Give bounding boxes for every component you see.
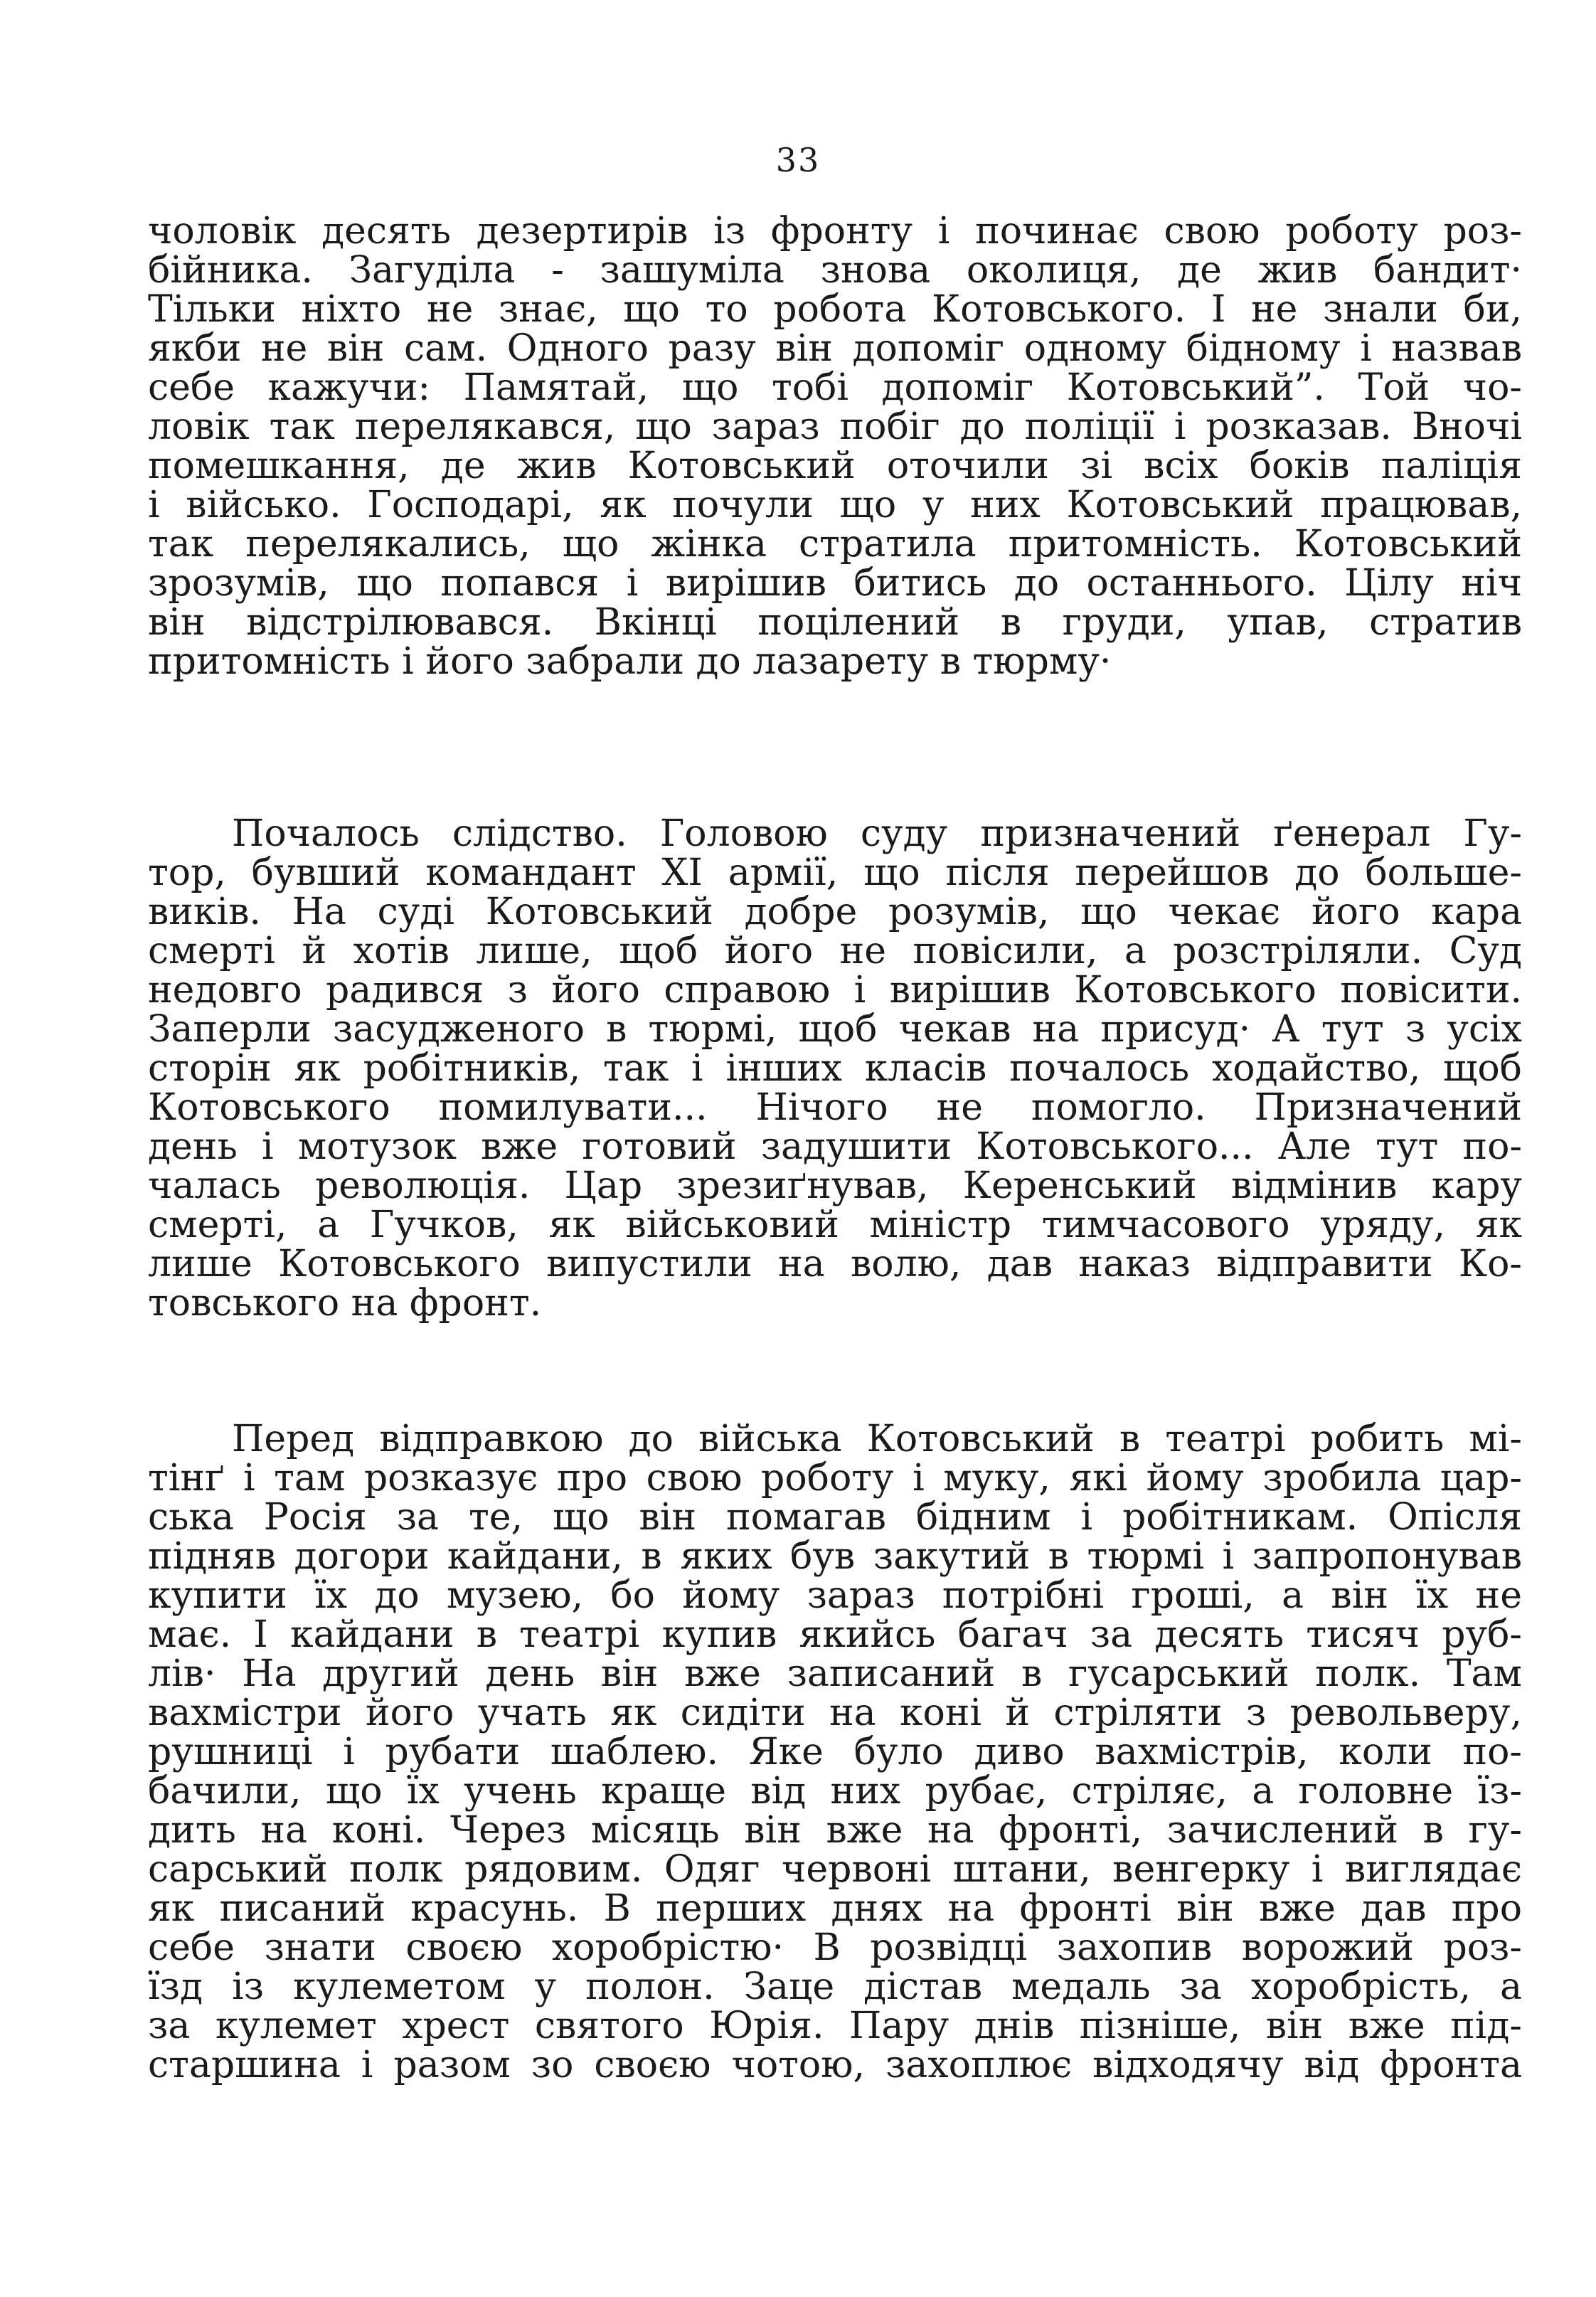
text-line: виків. На суді Котовський добре розумів, що чекає його кара bbox=[148, 891, 1522, 933]
text-line: і військо. Господарі, як почули що у них Котовський працював, bbox=[148, 484, 1522, 526]
text-line: якби не він сам. Одного разу він допоміг одному бідному і назвав bbox=[148, 327, 1522, 370]
text-line: лів· На другий день він вже записаний в гусарський полк. Там bbox=[148, 1653, 1522, 1695]
text-line: так перелякались, що жінка стратила притомність. Котовський bbox=[148, 523, 1522, 566]
text-line: смерті, а Гучков, як військовий міністр тимчасового уряду, як bbox=[148, 1204, 1522, 1246]
text-line: Перед відправкою до війська Котовський в театрі робить мі- bbox=[232, 1418, 1522, 1460]
text-line: рушниці і рубати шаблею. Яке було диво вахмістрів, коли по- bbox=[148, 1731, 1522, 1773]
text-line: ловік так перелякався, що зараз побіг до поліції і розказав. Вночі bbox=[148, 405, 1522, 448]
text-line: вахмістри його учать як сидіти на коні й стріляти з револьверу, bbox=[148, 1692, 1522, 1734]
paragraph-1 bbox=[148, 212, 1522, 681]
text-line: їзд із кулеметом у полон. Заце дістав медаль за хоробрість, а bbox=[148, 1966, 1522, 2008]
text-line: смерті й хотів лише, щоб його не повісили, а розстріляли. Суд bbox=[148, 930, 1522, 972]
text-line: дить на коні. Через місяць він вже на фронті, зачислений в гу- bbox=[148, 1809, 1522, 1852]
text-line: чоловік десять дезертирів із фронту і починає свою роботу роз- bbox=[148, 210, 1522, 253]
text-line: притомність і його забрали до лазарету в тюрму· bbox=[148, 640, 1112, 683]
text-line: себе знати своєю хоробрістю· В розвідці захопив ворожий роз- bbox=[148, 1926, 1522, 1969]
paragraph-2 bbox=[148, 812, 1522, 1325]
text-line: Котовського помилувати... Нічого не помогло. Призначений bbox=[148, 1086, 1522, 1129]
text-line: Заперли засудженого в тюрмі, щоб чекав на присуд· А тут з усіх bbox=[148, 1008, 1522, 1051]
text-line: зрозумів, що попався і вирішив битись до останнього. Цілу ніч bbox=[148, 562, 1522, 605]
text-line: ська Росія за те, що він помагав бідним і робітникам. Опісля bbox=[148, 1496, 1522, 1539]
text-line: сторін як робітників, так і інших класів почалось ходайство, щоб bbox=[148, 1047, 1522, 1090]
text-line: має. І кайдани в театрі купив якийсь багач за десять тисяч руб- bbox=[148, 1613, 1522, 1656]
text-line: недовго радився з його справою і вирішив Котовського повісити. bbox=[148, 969, 1522, 1012]
text-line: старшина і разом зо своєю чотою, захоплює відходячу від фронта bbox=[148, 2044, 1522, 2086]
text-line: Почалось слідство. Головою суду призначений ґенерал Гу- bbox=[232, 812, 1522, 855]
text-line: день і мотузок вже готовий задушити Котовського... Але тут по- bbox=[148, 1125, 1522, 1168]
text-line: тор, бувший командант XI армії, що після перейшов до больше- bbox=[148, 852, 1522, 894]
text-line: помешкання, де жив Котовський оточили зі всіх боків паліція bbox=[148, 445, 1522, 487]
text-line: лише Котовського випустили на волю, дав наказ відправити Ко- bbox=[148, 1243, 1522, 1285]
text-line: за кулемет хрест святого Юрія. Пару днів пізніше, він вже під- bbox=[148, 2005, 1522, 2047]
text-line: тінґ і там розказує про свою роботу і муку, які йому зробила цар- bbox=[148, 1457, 1522, 1500]
text-line: Тільки ніхто не знає, що то робота Котовського. І не знали би, bbox=[148, 288, 1522, 331]
text-line: себе кажучи: Памятай, що тобі допоміг Котовський”. Той чо- bbox=[148, 366, 1522, 409]
text-line: бійника. Загуділа - зашуміла знова околиця, де жив бандит· bbox=[148, 249, 1522, 292]
text-line: він відстрілювався. Вкінці поцілений в груди, упав, стратив bbox=[148, 601, 1522, 644]
text-line: сарський полк рядовим. Одяг червоні штани, венгерку і виглядає bbox=[148, 1848, 1522, 1891]
text-line: бачили, що їх учень краще від них рубає, стріляє, а головне їз- bbox=[148, 1770, 1522, 1813]
page-number: 33 bbox=[775, 141, 821, 179]
text-line: товського на фронт. bbox=[148, 1282, 542, 1325]
text-line: купити їх до музею, бо йому зараз потрібні гроші, а він їх не bbox=[148, 1574, 1522, 1617]
text-line: підняв догори кайдани, в яких був закутий в тюрмі і запропонував bbox=[148, 1535, 1522, 1578]
paragraph-3 bbox=[148, 1420, 1522, 2085]
text-line: чалась революція. Цар зрезиґнував, Керенський відмінив кару bbox=[148, 1165, 1522, 1207]
text-line: як писаний красунь. В перших днях на фронті він вже дав про bbox=[148, 1887, 1522, 1930]
